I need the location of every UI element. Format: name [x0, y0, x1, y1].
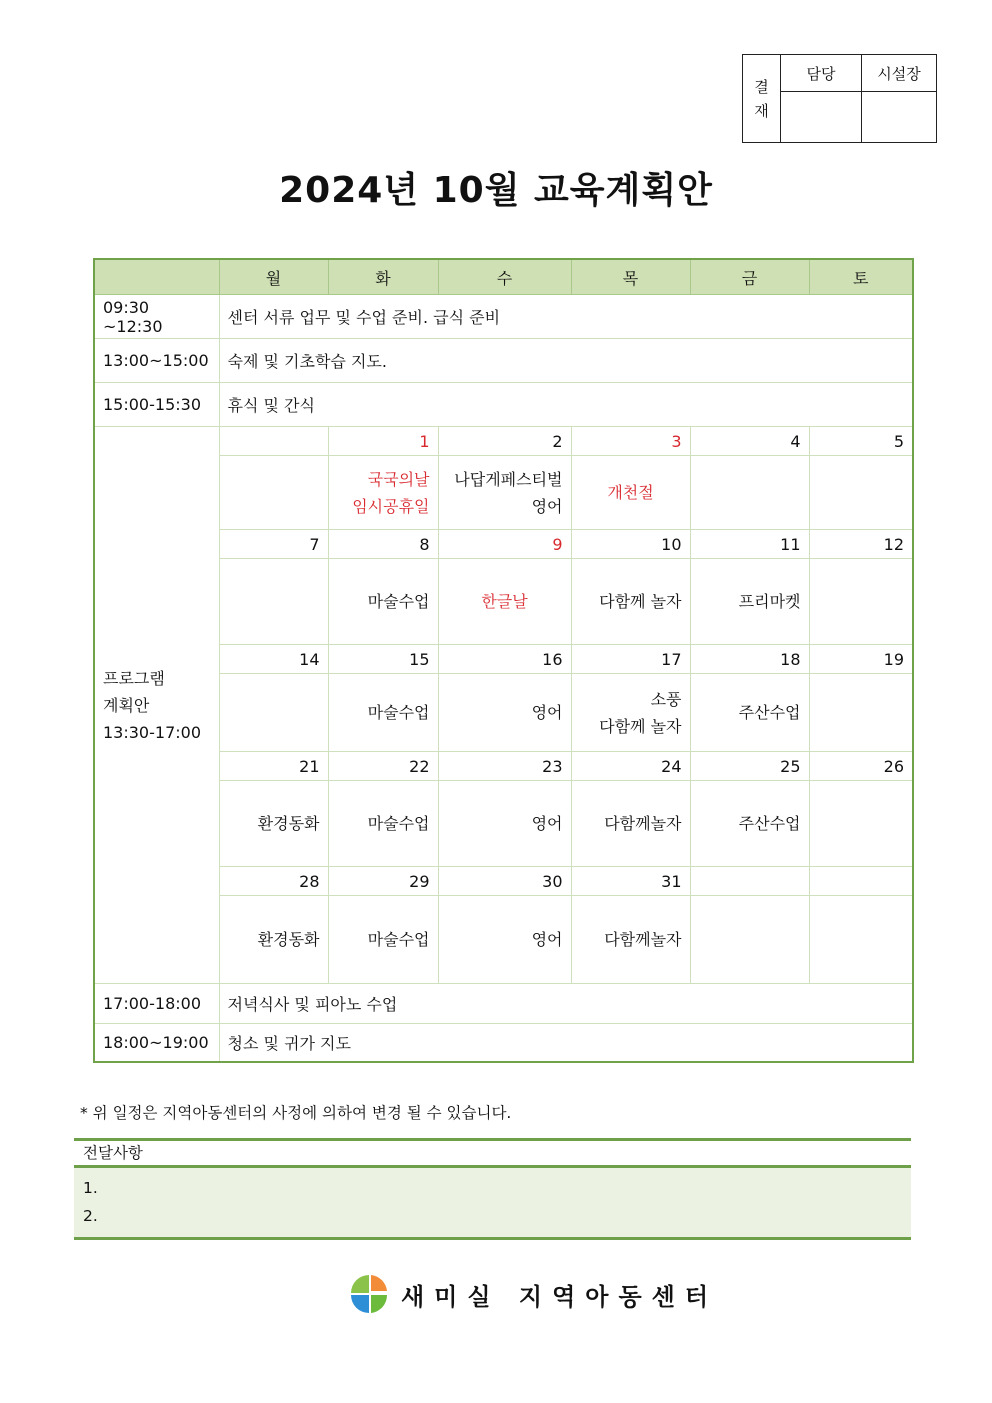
- event-cell[interactable]: [690, 781, 809, 867]
- date-cell: 11: [690, 530, 809, 559]
- date-cell: 17: [571, 645, 690, 674]
- day-thu: 목: [571, 259, 690, 295]
- event-cell[interactable]: [809, 781, 913, 867]
- day-wed: 수: [438, 259, 571, 295]
- day-fri: 금: [690, 259, 809, 295]
- date-cell: 12: [809, 530, 913, 559]
- event-text: 마술수업: [367, 703, 430, 722]
- event-cell[interactable]: [690, 674, 809, 752]
- date-cell: 4: [690, 427, 809, 456]
- date-cell: 1: [328, 427, 438, 456]
- event-text: 영어: [531, 703, 563, 722]
- event-cell[interactable]: [328, 781, 438, 867]
- approval-manager-sign[interactable]: [781, 92, 862, 143]
- time-row: [94, 1024, 913, 1062]
- event-cell[interactable]: [219, 781, 328, 867]
- logo-icon: [349, 1273, 389, 1315]
- date-cell: 5: [809, 427, 913, 456]
- event-cell[interactable]: [438, 674, 571, 752]
- event-text: 주산수업: [738, 814, 801, 833]
- event-cell[interactable]: [690, 559, 809, 645]
- event-cell[interactable]: [571, 896, 690, 984]
- event-cell[interactable]: [438, 559, 571, 645]
- date-cell: 21: [219, 752, 328, 781]
- event-cell[interactable]: [809, 559, 913, 645]
- date-cell: 31: [571, 867, 690, 896]
- program-label-line: 13:30-17:00: [103, 722, 201, 742]
- page-title: 2024년 10월 교육계획안: [279, 170, 713, 211]
- event-cell[interactable]: [690, 456, 809, 530]
- time-label: 18:00~19:00: [94, 1024, 219, 1062]
- day-header-row: [94, 259, 913, 295]
- date-cell: 9: [438, 530, 571, 559]
- date-cell: 24: [571, 752, 690, 781]
- date-cell: 19: [809, 645, 913, 674]
- event-cell[interactable]: [571, 456, 690, 530]
- event-text: 다함께 놀자: [599, 592, 682, 611]
- event-cell[interactable]: [219, 896, 328, 984]
- corner-cell: [94, 259, 219, 295]
- date-cell: [690, 867, 809, 896]
- date-cell: 7: [219, 530, 328, 559]
- date-cell: 25: [690, 752, 809, 781]
- time-label: 09:30 ~12:30: [94, 295, 219, 339]
- event-text: 프리마켓: [738, 592, 801, 611]
- event-text: 국국의날: [367, 469, 430, 489]
- date-cell: 26: [809, 752, 913, 781]
- day-sat: 토: [809, 259, 913, 295]
- date-cell: 22: [328, 752, 438, 781]
- notice-header: 전달사항: [74, 1138, 911, 1168]
- event-text: 주산수업: [738, 703, 801, 722]
- event-cell[interactable]: [328, 896, 438, 984]
- date-cell: 15: [328, 645, 438, 674]
- event-cell[interactable]: [809, 674, 913, 752]
- time-label: 13:00~15:00: [94, 339, 219, 383]
- event-text: 개천절: [607, 483, 654, 502]
- event-cell[interactable]: [571, 674, 690, 752]
- date-cell: 29: [328, 867, 438, 896]
- time-row: [94, 984, 913, 1024]
- event-text: 마술수업: [367, 814, 430, 833]
- approval-director-sign[interactable]: [862, 92, 937, 143]
- date-cell: 8: [328, 530, 438, 559]
- event-text: 환경동화: [257, 930, 320, 949]
- date-cell: 10: [571, 530, 690, 559]
- event-cell[interactable]: [809, 456, 913, 530]
- event-cell[interactable]: [219, 456, 328, 530]
- event-text: 다함께놀자: [604, 814, 682, 833]
- notice-box: [74, 1138, 911, 1240]
- event-text: 임시공휴일: [352, 496, 430, 516]
- event-text: 영어: [531, 496, 563, 516]
- event-cell[interactable]: [438, 456, 571, 530]
- date-cell: 3: [571, 427, 690, 456]
- approval-manager-header: 담당: [781, 55, 862, 92]
- time-desc: 저녁식사 및 피아노 수업: [219, 984, 913, 1024]
- date-cell: 16: [438, 645, 571, 674]
- event-text: 소풍: [650, 689, 682, 709]
- date-cell: 28: [219, 867, 328, 896]
- program-label-line: 프로그램: [103, 668, 165, 688]
- center-logo: [349, 1272, 718, 1316]
- time-desc: 휴식 및 간식: [219, 383, 913, 427]
- logo-text: 새미실 지역아동센터: [401, 1282, 719, 1311]
- approval-director-header: 시설장: [862, 55, 937, 92]
- event-text: 영어: [531, 814, 563, 833]
- event-text: 나답게페스티벌: [454, 469, 563, 489]
- event-cell[interactable]: [571, 559, 690, 645]
- time-row: [94, 383, 913, 427]
- program-label-line: 계획안: [103, 695, 150, 715]
- event-text: 한글날: [481, 592, 528, 611]
- time-label: 17:00-18:00: [94, 984, 219, 1024]
- event-cell[interactable]: [438, 896, 571, 984]
- date-cell: 23: [438, 752, 571, 781]
- event-cell[interactable]: [690, 896, 809, 984]
- event-text: 영어: [531, 930, 563, 949]
- event-text: 다함께놀자: [604, 930, 682, 949]
- program-label: [94, 427, 219, 984]
- approval-table: [742, 54, 937, 143]
- date-cell: [809, 867, 913, 896]
- notice-body[interactable]: [74, 1168, 911, 1240]
- time-row: [94, 295, 913, 339]
- date-row: [94, 427, 913, 456]
- date-cell: 14: [219, 645, 328, 674]
- date-cell: 2: [438, 427, 571, 456]
- day-mon: 월: [219, 259, 328, 295]
- approval-label: 결 재: [743, 55, 781, 143]
- day-tue: 화: [328, 259, 438, 295]
- schedule-table: [93, 258, 914, 1063]
- time-desc: 센터 서류 업무 및 수업 준비. 급식 준비: [219, 295, 913, 339]
- event-text: 마술수업: [367, 930, 430, 949]
- date-cell: 18: [690, 645, 809, 674]
- time-desc: 숙제 및 기초학습 지도.: [219, 339, 913, 383]
- event-cell[interactable]: [328, 674, 438, 752]
- time-desc: 청소 및 귀가 지도: [219, 1024, 913, 1062]
- notice-item: 1.: [83, 1179, 98, 1197]
- event-cell[interactable]: [219, 674, 328, 752]
- notice-item: 2.: [83, 1207, 98, 1225]
- date-cell: 30: [438, 867, 571, 896]
- event-cell[interactable]: [809, 896, 913, 984]
- event-cell[interactable]: [328, 456, 438, 530]
- date-cell: [219, 427, 328, 456]
- time-row: [94, 339, 913, 383]
- event-cell[interactable]: [328, 559, 438, 645]
- event-text: 마술수업: [367, 592, 430, 611]
- event-text: 다함께 놀자: [599, 716, 682, 736]
- event-text: 환경동화: [257, 814, 320, 833]
- event-cell[interactable]: [219, 559, 328, 645]
- time-label: 15:00-15:30: [94, 383, 219, 427]
- schedule-note: * 위 일정은 지역아동센터의 사정에 의하여 변경 될 수 있습니다.: [80, 1104, 512, 1122]
- event-cell[interactable]: [571, 781, 690, 867]
- event-cell[interactable]: [438, 781, 571, 867]
